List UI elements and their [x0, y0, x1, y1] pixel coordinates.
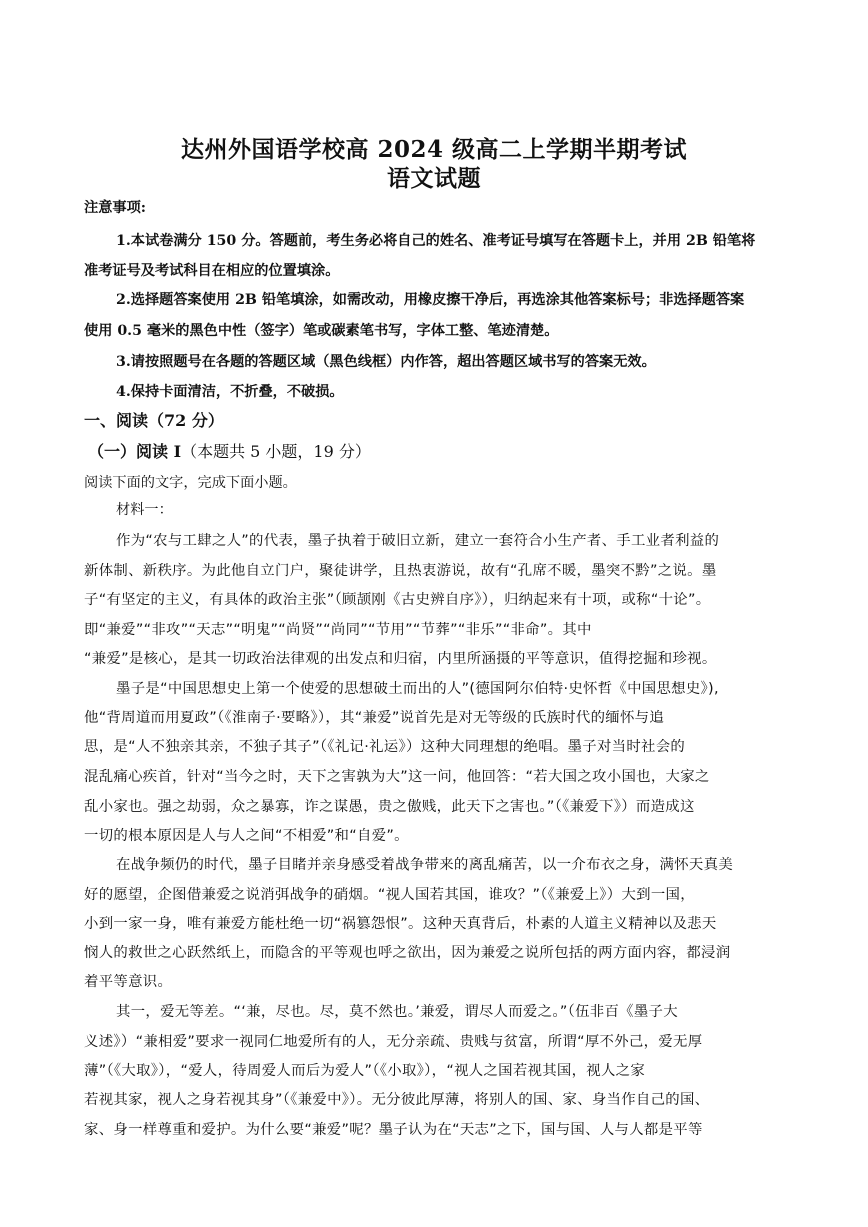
exam-subtitle: 语文试题: [387, 165, 481, 192]
passage-line: 其一，爱无等差。“‘兼，尽也。尽，莫不然也。’兼爱，谓尽人而爱之。”（伍非百《墨子大: [116, 1004, 678, 1020]
passage-line: 思，是“人不独亲其亲，不独子其子”（《礼记·礼运》）这种大同理想的绝唱。墨子对当时社会的: [84, 739, 686, 755]
notice-item-4: 4.保持卡面清洁，不折叠，不破损。: [116, 384, 344, 400]
notice-item-1: 1.本试卷满分 150 分。答题前，考生务必将自己的姓名、准考证号填写在答题卡上，并用 2B 铅笔将: [116, 233, 756, 249]
passage-line: 好的愿望，企图借兼爱之说消弭战争的硝烟。“视人国若其国，谁攻？”（《兼爱上》）大到一国，: [84, 887, 695, 903]
passage-line: 即“兼爱”“非攻”“天志”“明鬼”“尚贤”“尚同”“节用”“节葬”“非乐”“非命”。其中: [84, 622, 592, 638]
subsection-note: （本题共 5 小题，19 分）: [181, 442, 371, 461]
passage-line: 家、身一样尊重和爱护。为什么要“兼爱”呢？墨子认为在“天志”之下，国与国、人与人都是平等: [84, 1122, 703, 1138]
notice-heading: 注意事项:: [84, 200, 146, 216]
section-heading: 一、阅读（72 分）: [84, 411, 224, 430]
passage-line: 子“有坚定的主义，有具体的政治主张”（顾颉刚《古史辨自序》），归纳起来有十项，或称“十论”。: [84, 592, 711, 608]
passage-line: 一切的根本原因是人与人之间“不相爱”和“自爱”。: [84, 828, 409, 844]
passage-line: 义述》）“兼相爱”要求一视同仁地爱所有的人，无分亲疏、贵贱与贫富，所谓“厚不外己，爱无厚: [84, 1034, 703, 1050]
passage-line: 小到一家一身，唯有兼爱方能杜绝一切“祸篡怨恨”。这种天真背后，朴素的人道主义精神以及悲天: [84, 916, 717, 932]
passage-line: 新体制、新秩序。为此他自立门户，聚徒讲学，且热衷游说，故有“孔席不暖，墨突不黔”之说。墨: [84, 563, 717, 579]
passage-line: 他“背周道而用夏政”（《淮南子·要略》），其“兼爱”说首先是对无等级的氏族时代的缅怀与追: [84, 710, 665, 726]
instruction-text: 阅读下面的文字，完成下面小题。: [84, 475, 297, 491]
exam-title: 达州外国语学校高 2024 级高二上学期半期考试: [180, 136, 688, 163]
notice-item-2: 2.选择题答案使用 2B 铅笔填涂，如需改动，用橡皮擦干净后，再选涂其他答案标号；非选择题答案: [116, 292, 745, 308]
passage-line: 作为“农与工肆之人”的代表，墨子执着于破旧立新，建立一套符合小生产者、手工业者利益的: [116, 533, 720, 549]
subsection-label: （一）阅读 I: [88, 442, 182, 461]
passage-line: 混乱痛心疾首，针对“当今之时，天下之害孰为大”这一问，他回答：“若大国之攻小国也，大家之: [84, 769, 710, 785]
passage-line: 在战争频仍的时代，墨子目睹并亲身感受着战争带来的离乱痛苦，以一介布衣之身，满怀天真美: [116, 857, 734, 873]
passage-line: “兼爱”是核心，是其一切政治法律观的出发点和归宿，内里所涵摄的平等意识，值得挖掘和珍视。: [84, 651, 717, 667]
passage-line: 着平等意识。: [84, 974, 173, 990]
passage-line: 若视其家，视人之身若视其身”（《兼爱中》）。无分彼此厚薄，将别人的国、家、身当作自己的国、: [84, 1092, 710, 1108]
notice-item-2-cont: 使用 0.5 毫米的黑色中性（签字）笔或碳素笔书写，字体工整、笔迹清楚。: [84, 323, 559, 339]
subsection-heading: [88, 442, 788, 462]
passage-line: 墨子是“中国思想史上第一个使爱的思想破土而出的人”(德国阿尔伯特·史怀哲《中国思想史》),: [116, 681, 719, 697]
notice-item-1-cont: 准考证号及考试科目在相应的位置填涂。: [84, 263, 340, 279]
notice-item-3: 3.请按照题号在各题的答题区域（黑色线框）内作答，超出答题区域书写的答案无效。: [116, 354, 656, 370]
passage-line: 乱小家也。强之劫弱，众之暴寡，诈之谋愚，贵之傲贱，此天下之害也。”（《兼爱下》）而造成这: [84, 799, 695, 815]
material-label: 材料一：: [116, 502, 173, 518]
passage-line: 悯人的救世之心跃然纸上，而隐含的平等观也呼之欲出，因为兼爱之说所包括的两方面内容，都浸润: [84, 945, 731, 961]
passage-line: 薄”（《大取》），“爱人，待周爱人而后为爱人”（《小取》），“视人之国若视其国，视人之家: [84, 1063, 646, 1079]
